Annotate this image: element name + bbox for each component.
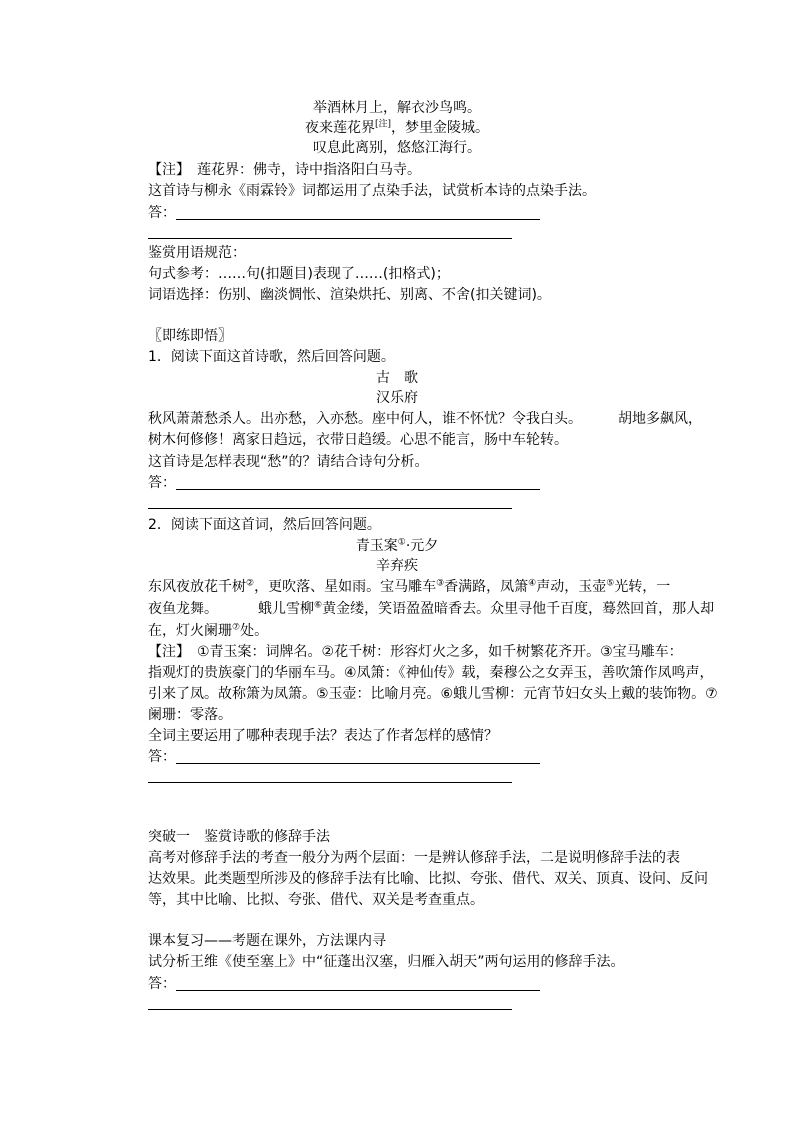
note-1: 【注】 莲花界：佛寺，诗中指洛阳白马寺。 bbox=[148, 162, 421, 178]
practice-q1-question: 这首诗是怎样表现“愁”的？请结合诗句分析。 bbox=[148, 454, 429, 470]
answer-line[interactable] bbox=[176, 763, 540, 764]
answer-line[interactable] bbox=[148, 238, 512, 239]
section-para-line: 达效果。此类题型所涉及的修辞手法有比喻、比拟、夸张、借代、双关、顶真、设问、反问 bbox=[148, 871, 708, 887]
answer-label-2: 答： bbox=[148, 475, 176, 491]
section-para-line: 等，其中比喻、比拟、夸张、借代、双关是考查重点。 bbox=[148, 892, 484, 908]
answer-label-4: 答： bbox=[148, 976, 176, 992]
answer-line[interactable] bbox=[176, 990, 540, 991]
practice-q1-intro: 1．阅读下面这首诗歌，然后回答问题。 bbox=[148, 349, 395, 365]
review-heading: 课本复习——考题在课外，方法课内寻 bbox=[148, 933, 386, 949]
ci-text-line: 东风夜放花千树②，更吹落、星如雨。宝马雕车③香满路，凤箫④声动，玉壶⑤光转，一 bbox=[148, 578, 671, 595]
ci-title: 青玉案①·元夕 bbox=[355, 537, 439, 554]
poem-title: 古 歌 bbox=[376, 370, 418, 386]
answer-label-3: 答： bbox=[148, 749, 176, 765]
section-heading: 突破一 鉴赏诗歌的修辞手法 bbox=[148, 829, 330, 845]
answer-line[interactable] bbox=[176, 489, 540, 490]
ci-author: 辛弃疾 bbox=[376, 558, 418, 574]
section-para-line: 高考对修辞手法的考查一般分为两个层面：一是辨认修辞手法，二是说明修辞手法的表 bbox=[148, 850, 680, 866]
practice-header: 〖即练即悟〗 bbox=[148, 328, 232, 344]
answer-line[interactable] bbox=[176, 219, 540, 220]
poem-text-line: 秋风萧萧愁杀人。出亦愁，入亦愁。座中何人，谁不怀忧？令我白头。 胡地多飙风， bbox=[148, 411, 702, 427]
poem-text-line: 树木何修修！离家日趋远，衣带日趋缓。心思不能言，肠中车轮转。 bbox=[148, 432, 568, 448]
poem-line-3: 叹息此离别，悠悠江海行。 bbox=[313, 140, 481, 156]
ci-note-line: 【注】 ①青玉案：词牌名。②花千树：形容灯火之多，如千树繁花齐开。③宝马雕车： bbox=[148, 644, 683, 660]
poem-author: 汉乐府 bbox=[376, 390, 418, 406]
practice-q2-question: 全词主要运用了哪种表现手法？表达了作者怎样的感情？ bbox=[148, 728, 498, 744]
answer-line[interactable] bbox=[148, 508, 512, 509]
guide-words: 词语选择：伤别、幽淡惆怅、渲染烘托、别离、不舍(扣关键词)。 bbox=[148, 287, 551, 303]
guide-title: 鉴赏用语规范： bbox=[148, 245, 246, 261]
section-question: 试分析王维《使至塞上》中“征蓬出汉塞，归雁入胡天”两句运用的修辞手法。 bbox=[148, 954, 625, 970]
ci-text-line: 在，灯火阑珊⑦处。 bbox=[148, 622, 269, 639]
answer-label-1: 答： bbox=[148, 205, 176, 221]
poem-line-2: 夜来莲花界[注]，梦里金陵城。 bbox=[304, 119, 490, 136]
note-marker: [注] bbox=[374, 119, 392, 130]
question-1: 这首诗与柳永《雨霖铃》词都运用了点染手法，试赏析本诗的点染手法。 bbox=[148, 183, 596, 199]
answer-line[interactable] bbox=[148, 1009, 512, 1010]
ci-note-line: 指观灯的贵族豪门的华丽车马。④凤箫：《神仙传》载，秦穆公之女弄玉，善吹箫作凤鸣声， bbox=[148, 665, 714, 681]
poem-line-1: 举酒林月上，解衣沙鸟鸣。 bbox=[313, 100, 481, 116]
answer-line[interactable] bbox=[148, 782, 512, 783]
ci-text-line: 夜鱼龙舞。 蛾儿雪柳⑥黄金缕，笑语盈盈暗香去。众里寻他千百度，蓦然回首，那人却 bbox=[148, 600, 715, 617]
practice-q2-intro: 2．阅读下面这首词，然后回答问题。 bbox=[148, 517, 381, 533]
ci-note-line: 引来了凤。故称箫为凤箫。⑤玉壶：比喻月亮。⑥蛾儿雪柳：元宵节妇女头上戴的装饰物。⑦ bbox=[148, 686, 718, 702]
ci-note-line: 阑珊：零落。 bbox=[148, 707, 232, 723]
guide-pattern: 句式参考：……句(扣题目)表现了……(扣格式)； bbox=[148, 266, 450, 282]
